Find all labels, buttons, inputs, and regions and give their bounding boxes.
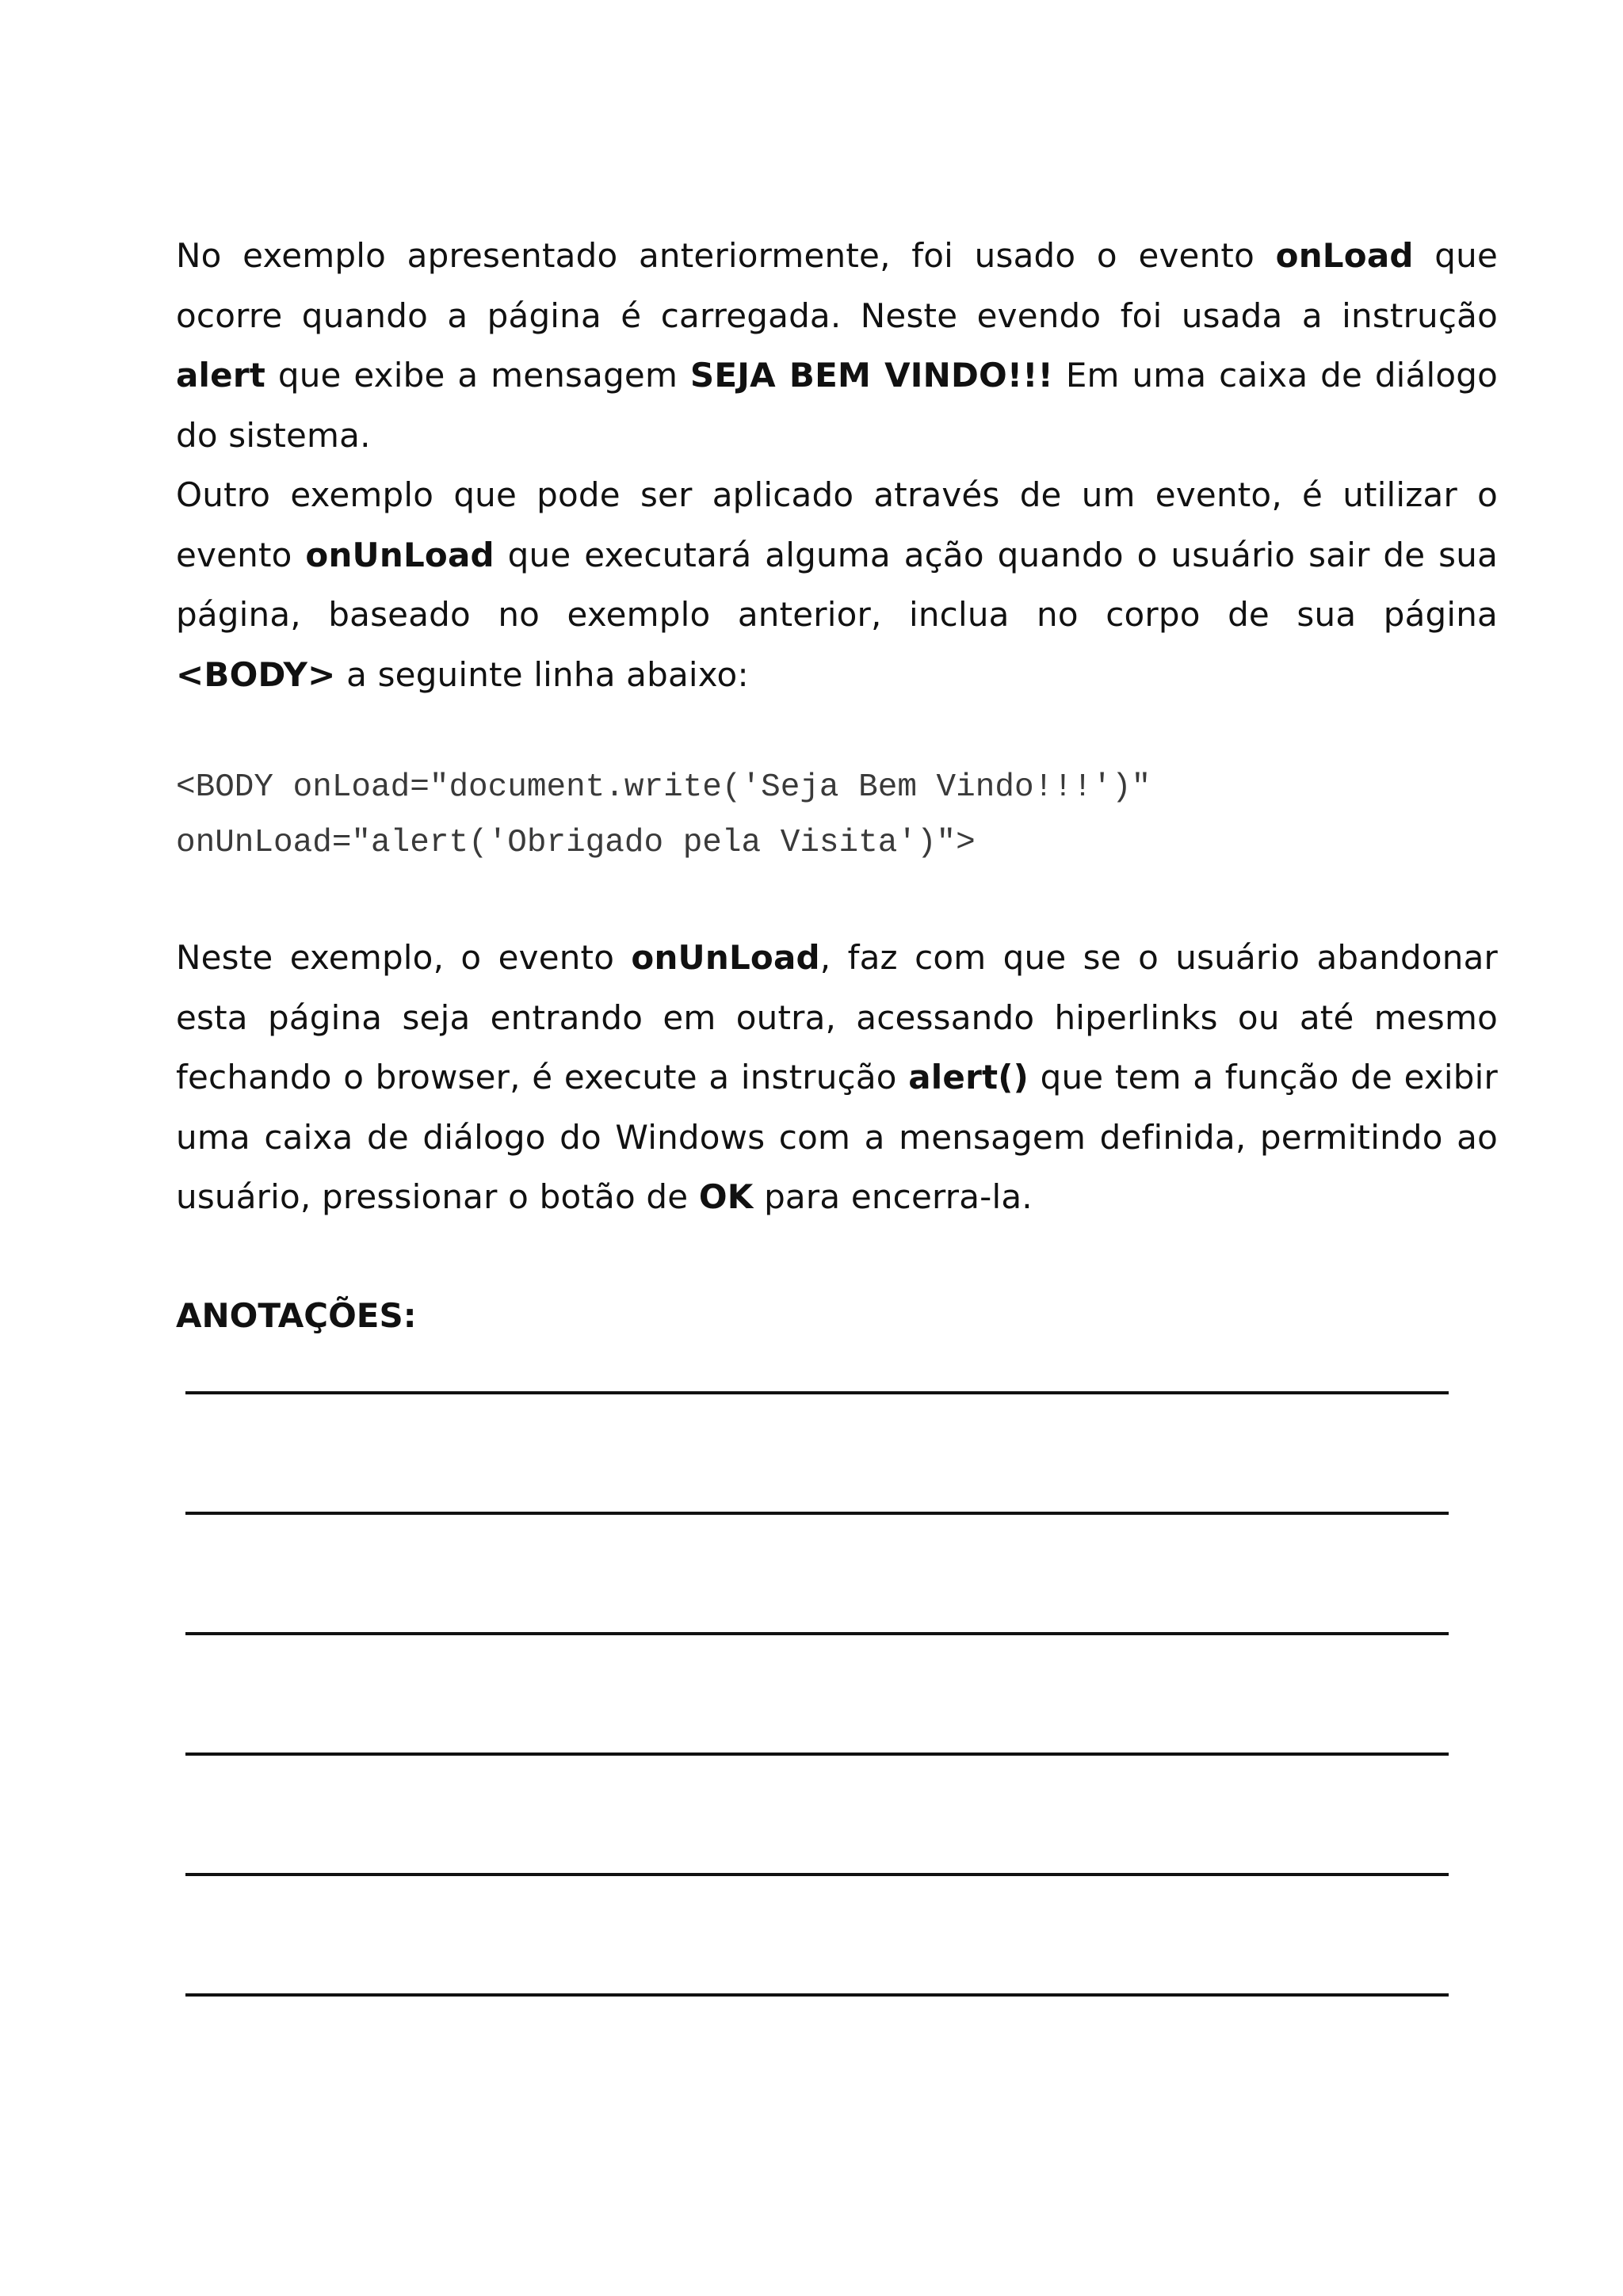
keyword-onunload: onUnLoad [631,938,820,977]
keyword-onload: onLoad [1275,236,1414,275]
text-run: , faz com que se o usuário abandonar esta página seja entrando em outra, acessando hiperlinks ou até mesmo fechando o browser, é execute a instrução [176,938,1498,1097]
code-line-2: onUnLoad="alert('Obrigado pela Visita')"> [176,825,976,861]
paragraph-onload-intro [176,226,1498,465]
keyword-ok: OK [698,1177,754,1216]
keyword-body-tag: <BODY> [176,654,336,694]
text-run: que exibe a mensagem [265,356,690,395]
keyword-alert-call: alert() [908,1058,1029,1097]
keyword-alert: alert [176,356,266,395]
text-run: Em uma caixa de diálogo do sistema. [176,356,1499,455]
notes-blank-line [185,1632,1449,1635]
text-run: que ocorre quando a página é carregada. Neste evendo foi usada a instrução [176,236,1498,335]
paragraph-onunload-explanation [176,928,1498,1227]
text-run: que tem a função de exibir uma caixa de diálogo do Windows com a mensagem definida, permitindo ao usuário, pressionar o botão de [176,1058,1498,1216]
message-seja-bem-vindo: SEJA BEM VINDO!!! [689,356,1053,395]
document-page [176,226,1498,1345]
keyword-onunload: onUnLoad [305,535,495,574]
code-example [176,760,1498,871]
notes-blank-line [185,1391,1449,1394]
text-run: a seguinte linha abaixo: [335,654,749,694]
notes-lines [185,1391,1449,2114]
text-run: para encerra-la. [753,1177,1033,1216]
notes-blank-line [185,1753,1449,1756]
notes-blank-line [185,1512,1449,1515]
text-run: que executará alguma ação quando o usuário sair de sua página, baseado no exemplo anterior, inclua no corpo de sua página [176,535,1498,634]
text-run: No exemplo apresentado anteriormente, foi usado o evento [176,236,1276,275]
notes-blank-line [185,1873,1449,1876]
text-run: Outro exemplo que pode ser aplicado através de um evento, é utilizar o evento [176,475,1498,574]
paragraph-onunload-intro [176,465,1498,704]
notes-heading: ANOTAÇÕES: [176,1295,417,1335]
notes-blank-line [185,1993,1449,1997]
code-line-1: <BODY onLoad="document.write('Seja Bem Vindo!!!')" [176,769,1151,806]
text-run: Neste exemplo, o evento [176,938,632,977]
